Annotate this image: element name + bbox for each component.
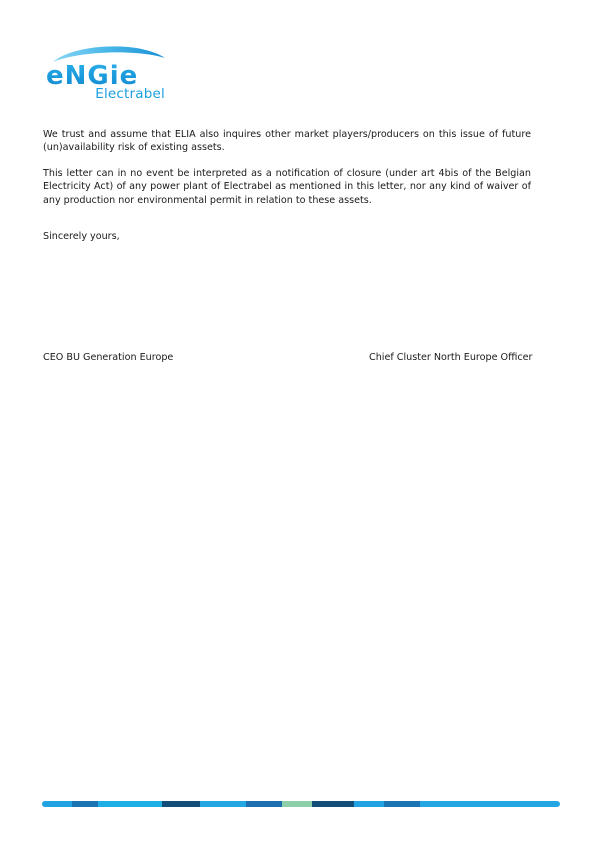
- logo-subtitle: Electrabel: [95, 86, 165, 102]
- footer-bar-segment: [98, 801, 162, 807]
- paragraph-market-players: We trust and assume that ELIA also inquires other market players/producers on this issue of future (un)availability risk of existing assets.: [43, 129, 531, 154]
- footer-bar-segment: [246, 801, 282, 807]
- signatory-left-title: CEO BU Generation Europe: [43, 352, 174, 363]
- footer-bar-segment: [72, 801, 98, 807]
- logo-arc: [53, 46, 165, 62]
- signatory-right-title: Chief Cluster North Europe Officer: [369, 352, 533, 363]
- footer-bar-segment: [312, 801, 354, 807]
- footer-color-bar: [42, 801, 560, 807]
- footer-bar-segment: [200, 801, 246, 807]
- engie-electrabel-logo: [43, 42, 171, 108]
- footer-bar-segment: [354, 801, 384, 807]
- footer-bar-segment: [384, 801, 420, 807]
- footer-bar-segment: [282, 801, 312, 807]
- paragraph-closure-disclaimer: This letter can in no event be interpreted as a notification of closure (under art 4bis of the Belgian Electricity Act) of any power plant of Electrabel as mentioned in this letter, nor any kind of waiver of any production nor environmental permit in relation to these assets.: [43, 168, 531, 206]
- footer-bar-segment: [162, 801, 200, 807]
- engie-logo-graphic: [43, 42, 171, 88]
- footer-bar-segment: [420, 801, 560, 807]
- closing-salutation: Sincerely yours,: [43, 231, 120, 242]
- footer-bar-segment: [42, 801, 72, 807]
- svg-text:eNGie: eNGie: [46, 61, 139, 88]
